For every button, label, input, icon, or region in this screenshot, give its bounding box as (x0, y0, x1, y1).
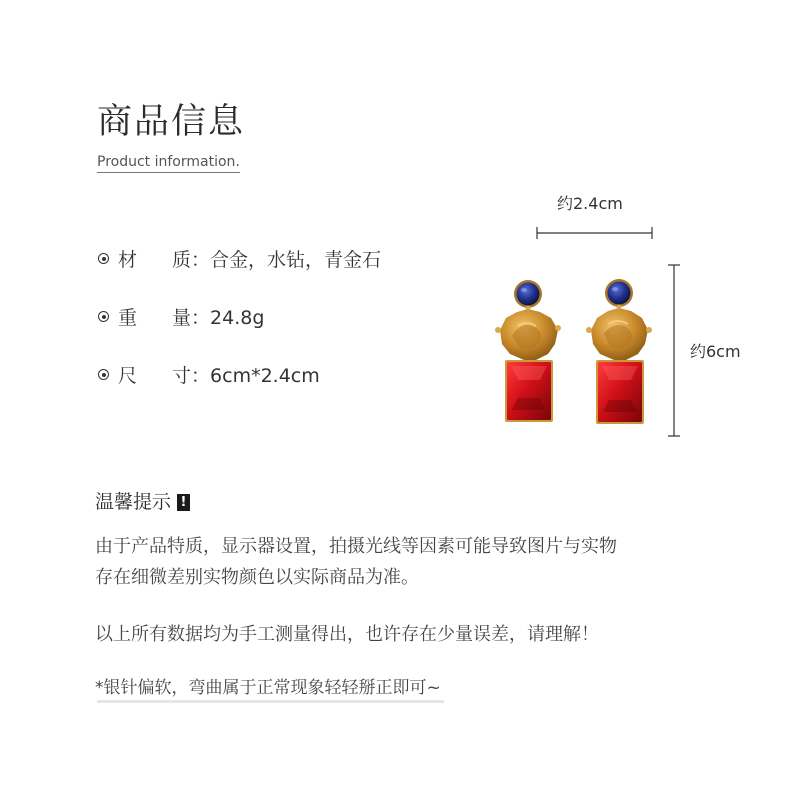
tips-paragraph-line-2: 存在细微差别实物颜色以实际商品为准。 (95, 567, 419, 588)
bullet-icon (98, 253, 109, 264)
spec-row-size (98, 364, 320, 388)
tips-note: *银针偏软，弯曲属于正常现象轻轻掰正即可~ (95, 678, 441, 698)
spec-colon: ： (191, 365, 211, 387)
spec-value: 合金，水钻，青金石 (210, 249, 382, 271)
spec-key-char-2: 质 (172, 249, 192, 271)
spec-colon: ： (191, 307, 211, 329)
bullet-icon (98, 369, 109, 380)
tips-paragraph-line-3: 以上所有数据均为手工测量得出，也许存在少量误差，请理解！ (95, 624, 599, 645)
spec-key-char-2: 寸 (172, 365, 192, 387)
width-dimension-line (537, 227, 652, 239)
spec-row-weight (98, 306, 264, 330)
spec-value: 24.8g (210, 307, 265, 329)
spec-key-char-1: 尺 (118, 365, 138, 387)
page-title: 商品信息 (97, 102, 246, 142)
tips-paragraph-line-1: 由于产品特质，显示器设置，拍摄光线等因素可能导致图片与实物 (95, 536, 617, 557)
earring-right (586, 279, 652, 424)
subtitle-underline (97, 172, 240, 173)
tips-title-text: 温馨提示 (95, 491, 172, 513)
spec-key-char-1: 材 (118, 249, 138, 271)
width-dimension-label: 约2.4cm (557, 194, 623, 213)
spec-colon: ： (191, 249, 211, 271)
spec-row-material (98, 248, 381, 272)
note-highlight (97, 700, 444, 703)
bullet-icon (98, 311, 109, 322)
height-dimension-line (668, 265, 680, 436)
spec-value: 6cm*2.4cm (210, 365, 320, 387)
earring-left (495, 280, 561, 422)
height-dimension-label: 约6cm (690, 342, 741, 361)
page-subtitle: Product information. (97, 154, 240, 170)
exclamation-icon: ! (177, 494, 190, 511)
tips-heading (95, 490, 190, 514)
spec-key-char-1: 重 (118, 307, 138, 329)
spec-key-char-2: 量 (172, 307, 192, 329)
